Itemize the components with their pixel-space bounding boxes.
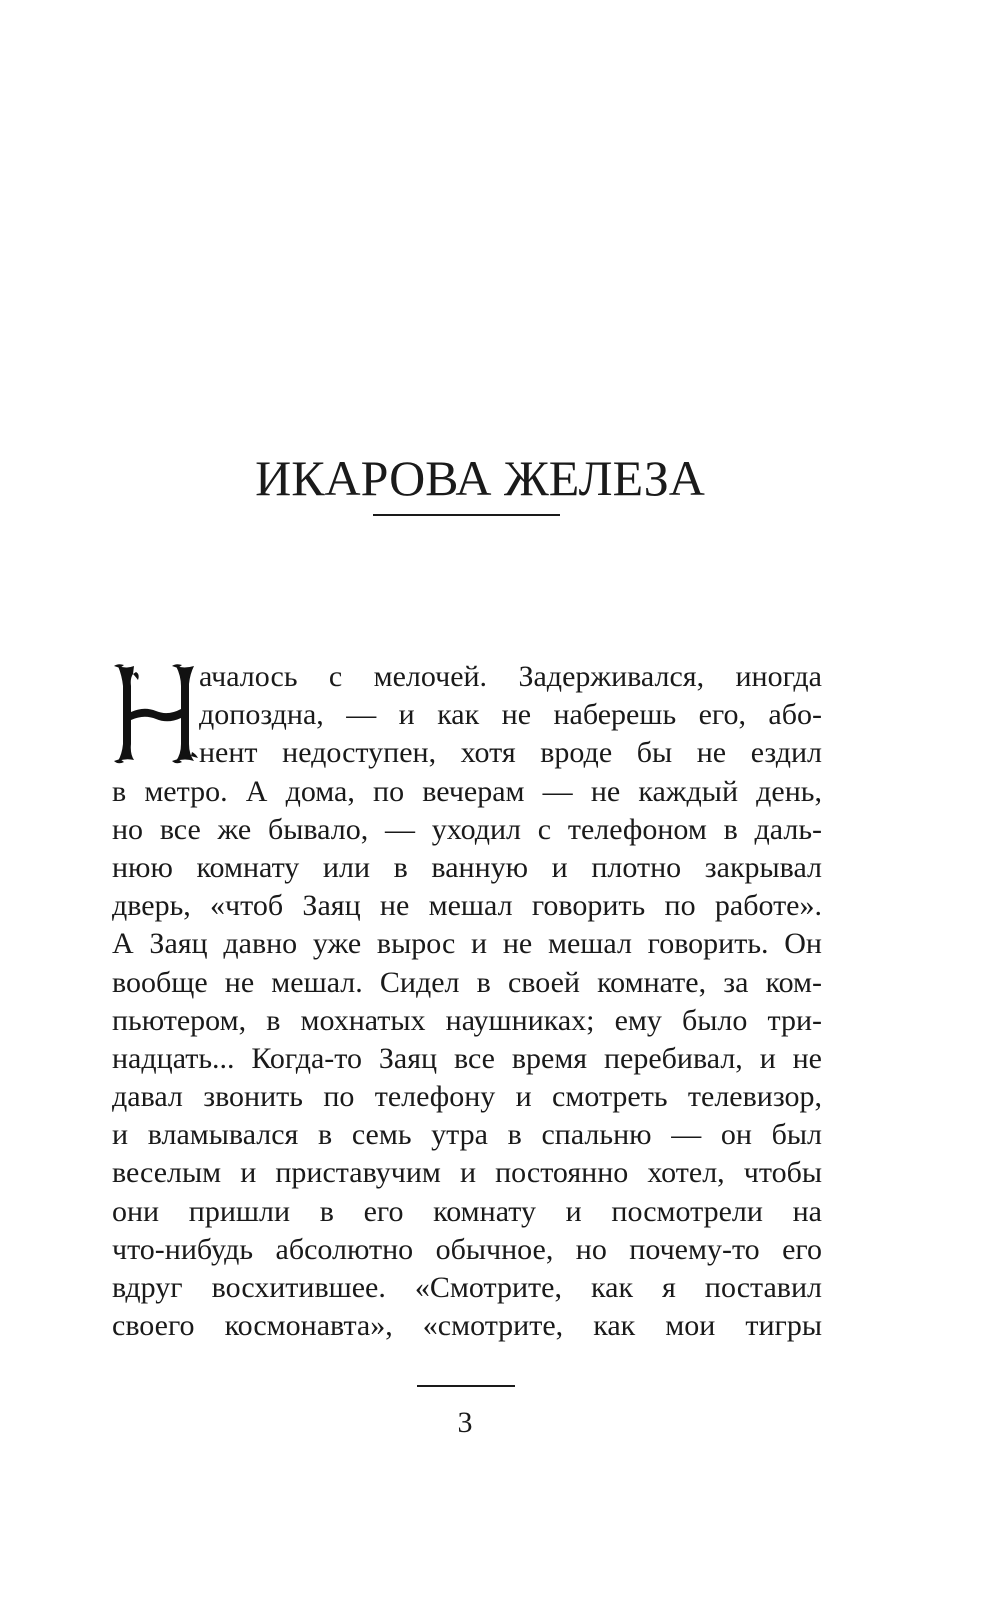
text-line: допоздна, — и как не наберешь его, або- [199, 698, 822, 732]
chapter-body [112, 658, 822, 1345]
text-line: надцать... Когда-то Заяц все время перебивал, и не [112, 1041, 822, 1075]
footer-divider [417, 1385, 515, 1387]
text-line: они пришли в его комнату и посмотрели на [112, 1194, 822, 1228]
text-line: нент недоступен, хотя вроде бы не ездил [199, 736, 822, 770]
text-line: веселым и приставучим и постоянно хотел, чтобы [112, 1156, 822, 1190]
text-line: и вламывался в семь утра в спальню — он был [112, 1118, 822, 1152]
page-number: 3 [457, 1406, 473, 1439]
text-line: своего космонавта», «смотрите, как мои тигры [112, 1309, 822, 1343]
text-line: что-нибудь абсолютно обычное, но почему-то его [112, 1232, 822, 1266]
text-line: пьютером, в мохнатых наушниках; ему было три- [112, 1003, 822, 1037]
text-line: давал звонить по телефону и смотреть телевизор, [112, 1080, 822, 1114]
text-line: вообще не мешал. Сидел в своей комнате, за ком- [112, 965, 822, 999]
chapter-title: ИКАРОВА ЖЕЛЕЗА [255, 450, 705, 506]
text-line: нюю комнату или в ванную и плотно закрывал [112, 850, 822, 884]
title-divider [373, 514, 560, 516]
text-line: вдруг восхитившее. «Смотрите, как я поставил [112, 1271, 822, 1304]
text-line: в метро. А дома, по вечерам — не каждый день, [112, 774, 822, 808]
text-line: дверь, «чтоб Заяц не мешал говорить по работе». [112, 889, 822, 923]
text-line: ачалось с мелочей. Задерживался, иногда [199, 660, 822, 693]
text-line: но все же бывало, — уходил с телефоном в даль- [112, 812, 822, 846]
text-line: А Заяц давно уже вырос и не мешал говорить. Он [112, 927, 822, 961]
